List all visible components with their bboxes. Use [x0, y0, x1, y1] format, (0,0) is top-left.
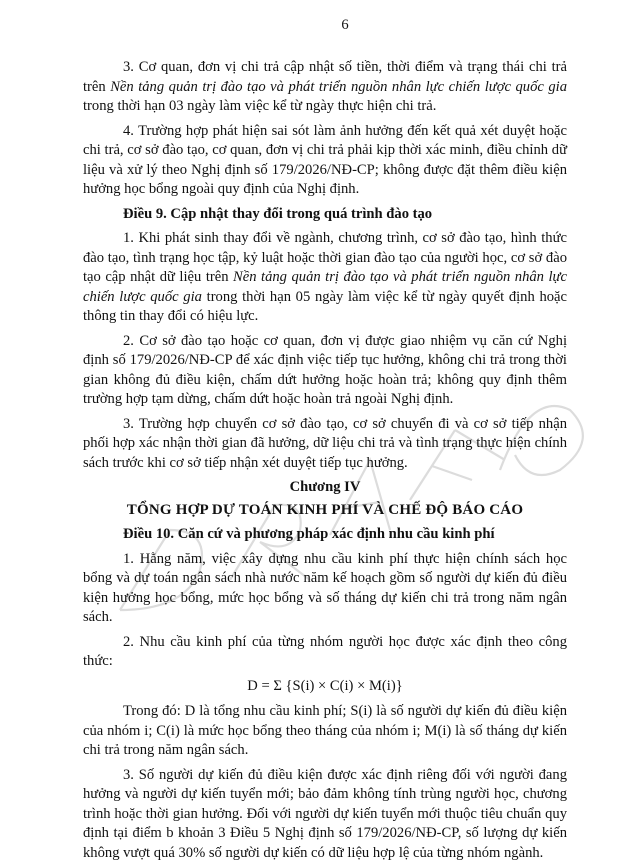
- text-run: 3. Số người dự kiến đủ điều kiện được xác định riêng đối với người đang hưởng và người dự kiến tuyển mới; bảo đảm không tính trùng người học, chương trình hoặc thời gian hưởng. Đối với người dự kiến tuyển mới thuộc tiêu chuẩn quy định tại điểm b khoản 3 Điều 5 Nghị định số 179/2026/NĐ-CP, số lượng dự kiến không vượt quá 30% số người dự kiến có dữ liệu hợp lệ của từng nhóm ngành.: [83, 766, 567, 861]
- document-body: [83, 58, 567, 868]
- chapter-title: TỔNG HỢP DỰ TOÁN KINH PHÍ VÀ CHẾ ĐỘ BÁO CÁO: [126, 501, 524, 518]
- italic-text: Nền tảng quản trị đào tạo và phát triển nguồn nhân lực chiến lược quốc gia: [110, 78, 568, 95]
- paragraph: [83, 122, 567, 200]
- text-run: 2. Nhu cầu kinh phí của từng nhóm người học được xác định theo công thức:: [83, 633, 567, 669]
- text-run: 3. Cơ quan, đơn vị chi trả cập nhật số tiền, thời điểm và trạng thái chi trả trên: [83, 59, 567, 95]
- page-number: 6: [341, 17, 349, 33]
- chapter-label: Chương IV: [289, 479, 361, 495]
- paragraph: [83, 415, 567, 474]
- paragraph: [83, 766, 567, 864]
- text-run: 1. Hằng năm, việc xây dựng nhu cầu kinh phí thực hiện chính sách học bổng và dự toán ngân sách nhà nước năm kế hoạch gồm số người dự kiến đủ điều kiện hưởng học bổng, mức học bổng và số tháng dự kiến chi trả trong năm ngân sách.: [83, 550, 567, 625]
- text-run: 1. Khi phát sinh thay đổi về ngành, chương trình, cơ sở đào tạo, hình thức đào tạo, tình trạng học tập, kỷ luật hoặc thời gian đào tạo của người học, cơ sở đào tạo cập nhật dữ liệu trên: [83, 230, 567, 285]
- article-heading: Điều 10. Căn cứ và phương pháp xác định nhu cầu kinh phí: [123, 526, 495, 542]
- paragraph: [83, 550, 567, 628]
- formula: D = Σ {S(i) × C(i) × M(i)}: [247, 677, 403, 694]
- article-heading: Điều 9. Cập nhật thay đổi trong quá trình đào tạo: [123, 205, 433, 222]
- text-run: 3. Trường hợp chuyển cơ sở đào tạo, cơ sở chuyển đi và cơ sở tiếp nhận phối hợp xác nhận thời gian đã hưởng, dữ liệu chi trả và tình trạng thực hiện chính sách trước khi cơ sở tiếp nhận xét duyệt tiếp tục hưởng.: [83, 415, 567, 471]
- text-run: Trong đó: D là tổng nhu cầu kinh phí; S(i) là số người dự kiến đủ điều kiện của nhóm i; C(i) là mức học bổng theo tháng của nhóm i; M(i) là số tháng dự kiến chi trả trong năm ngân sách.: [83, 703, 567, 758]
- text-run: trong thời hạn 05 ngày làm việc kể từ ngày quyết định hoặc thông tin thay đổi có hiệu lực.: [83, 288, 567, 324]
- paragraph: [83, 633, 567, 672]
- paragraph: [83, 332, 567, 410]
- paragraph: [83, 229, 567, 327]
- paragraph: [83, 58, 567, 117]
- text-run: 2. Cơ sở đào tạo hoặc cơ quan, đơn vị được giao nhiệm vụ căn cứ Nghị định số 179/2026/NĐ-CP để xác định việc tiếp tục hưởng, không chi trả trong thời gian không đủ điều kiện, chấm dứt hưởng hoặc hoàn trả; không quy định thêm trường hợp tạm dừng, chấm dứt hoặc hoàn trả ngoài Nghị định.: [83, 332, 567, 407]
- paragraph: [83, 702, 567, 761]
- text-run: 4. Trường hợp phát hiện sai sót làm ảnh hưởng đến kết quả xét duyệt hoặc chi trả, cơ sở đào tạo, cơ quan, đơn vị chi trả phải kịp thời xác minh, điều chỉnh dữ liệu và xử lý theo Nghị định số 179/2026/NĐ-CP; không được đặt thêm điều kiện hưởng học bổng ngoài quy định của Nghị định.: [83, 122, 567, 197]
- italic-text: Nền tảng quản trị đào tạo và phát triển nguồn nhân lực chiến lược quốc gia: [83, 269, 567, 305]
- text-run: trong thời hạn 03 ngày làm việc kể từ ngày thực hiện chi trả.: [83, 98, 437, 114]
